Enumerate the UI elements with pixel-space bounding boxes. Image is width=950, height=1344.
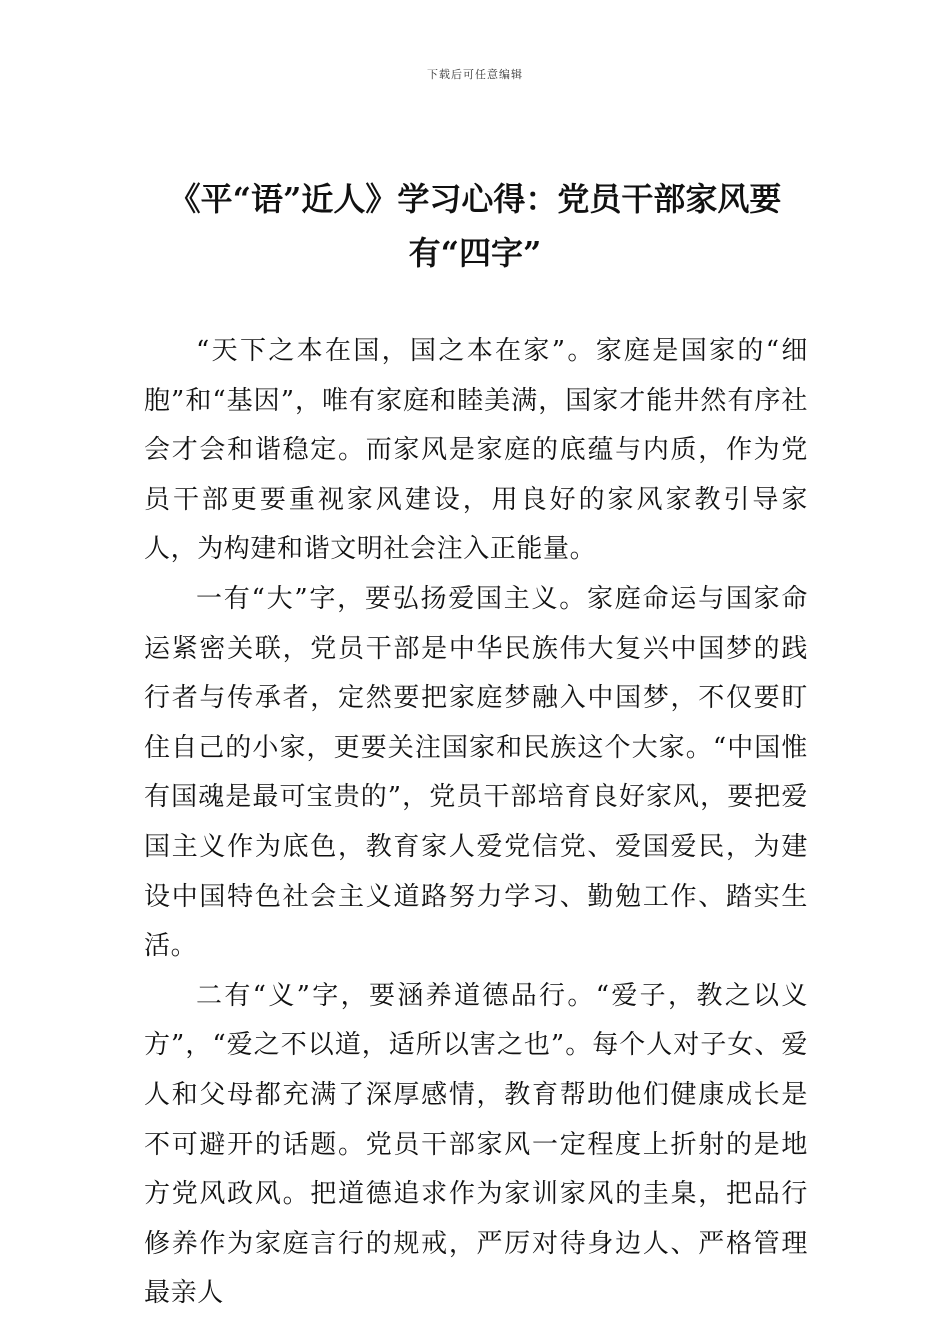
paragraph-point-2: 二有“义”字，要涵养道德品行。“爱子，教之以义方”，“爱之不以道，适所以害之也”。每个人对子女、爱人和父母都充满了深厚感情，教育帮助他们健康成长是不可避开的话题。党员干部家风一定程度上折射的是地方党风政风。把道德追求作为家训家风的圭臬，把品行修养作为家庭言行的规戒，严厉对待身边人、严格管理最亲人 (144, 980, 808, 1309)
paragraph-point-1: 一有“大”字，要弘扬爱国主义。家庭命运与国家命运紧密关联，党员干部是中华民族伟大复兴中国梦的践行者与传承者，定然要把家庭梦融入中国梦，不仅要盯住自己的小家，更要关注国家和民族这个大家。“中国惟有国魂是最可宝贵的”，党员干部培育良好家风，要把爱国主义作为底色，教育家人爱党信党、爱国爱民，为建设中国特色社会主义道路努力学习、勤勉工作、踏实生活。 (144, 583, 808, 962)
paragraph-intro: “天下之本在国，国之本在家”。家庭是国家的“细胞”和“基因”，唯有家庭和睦美满，国家才能井然有序社会才会和谐稳定。而家风是家庭的底蕴与内质，作为党员干部更要重视家风建设，用良好的家风家教引导家人，为构建和谐文明社会注入正能量。 (144, 336, 808, 565)
download-note: 下载后可任意编辑 (427, 68, 523, 81)
document-body (144, 327, 808, 1319)
document-title: 《平“语”近人》学习心得：党员干部家风要有“四字” (168, 180, 782, 272)
